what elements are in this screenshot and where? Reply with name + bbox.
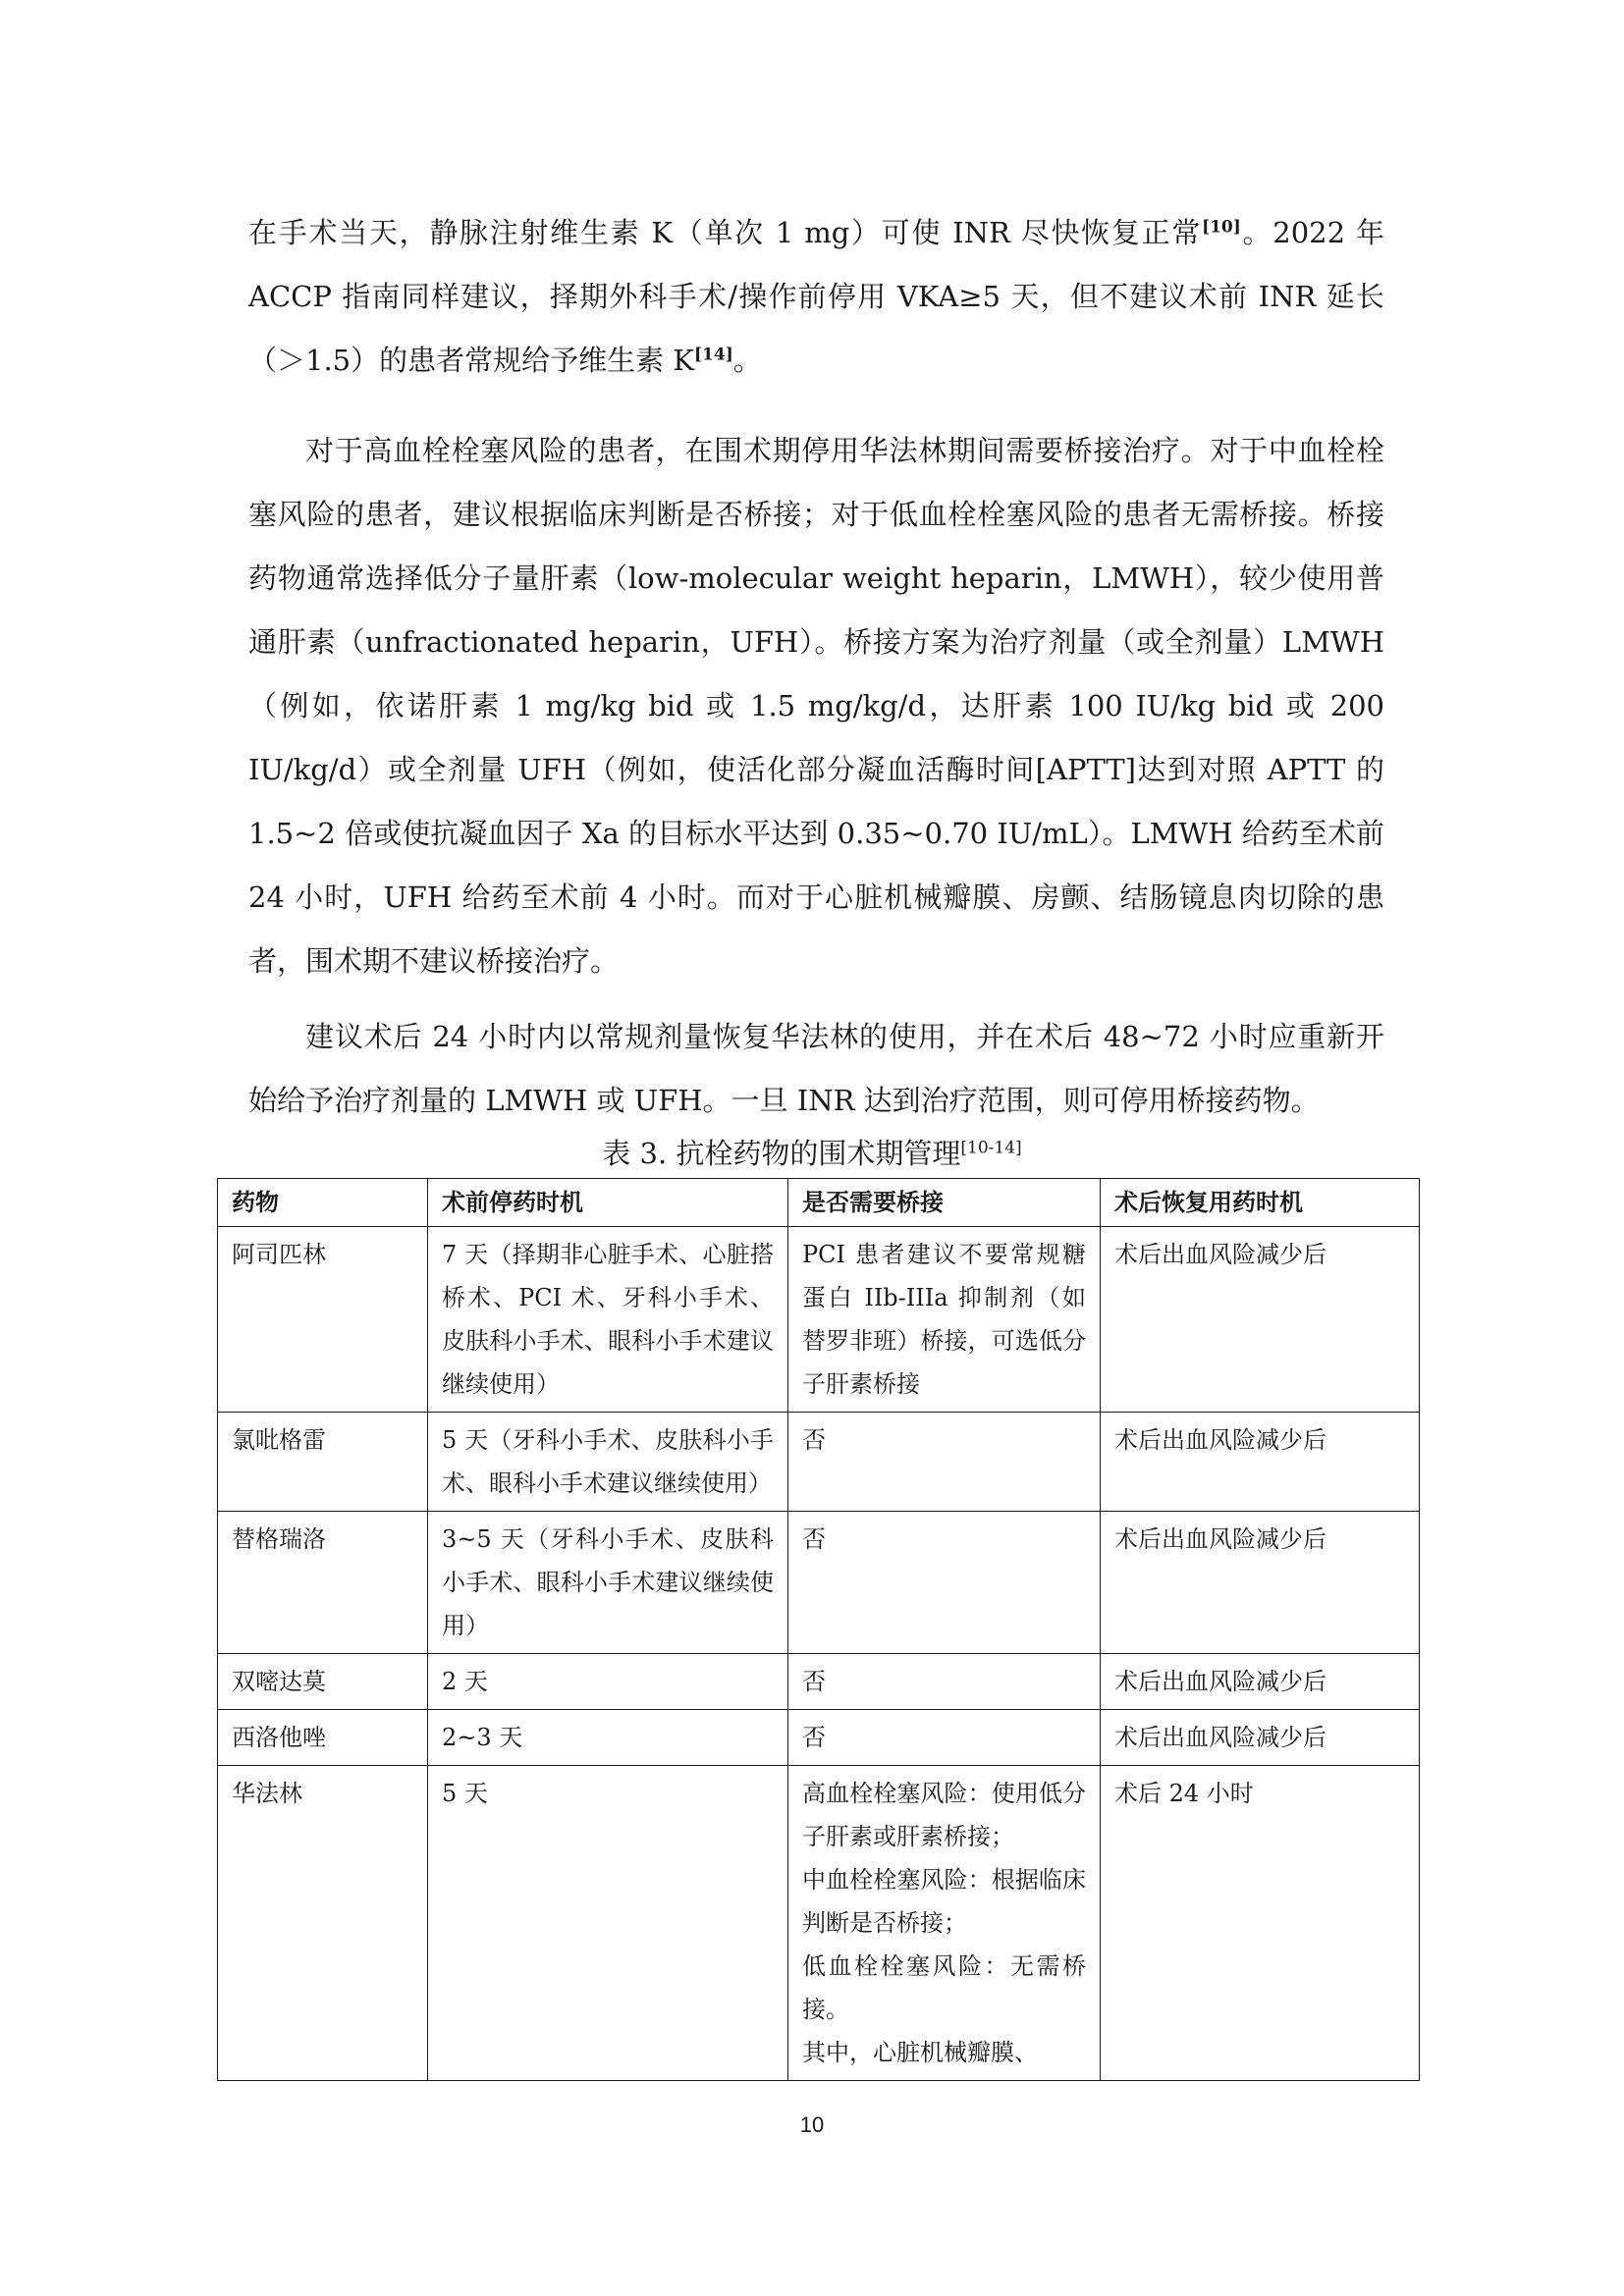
- paragraph-text: 。: [732, 344, 762, 377]
- cell-resume-timing: 术后出血风险减少后: [1101, 1227, 1420, 1413]
- paragraph-bridging-therapy: 对于高血栓栓塞风险的患者，在围术期停用华法林期间需要桥接治疗。对于中血栓栓塞风险的患者，建议根据临床判断是否桥接；对于低血栓栓塞风险的患者无需桥接。桥接药物通常选择低分子量肝素（low-molecular weight heparin，LMWH），较少使用普通肝素（unfractionated heparin，UFH）。桥接方案为治疗剂量（或全剂量）LMWH（例如，依诺肝素 1 mg/kg bid 或 1.5 mg/kg/d，达肝素 100 IU/kg bid 或 200 IU/kg/d）或全剂量 UFH（例如，使活化部分凝血活酶时间[APTT]达到对照 APTT 的 1.5~2 倍或使抗凝血因子 Xa 的目标水平达到 0.35~0.70 IU/mL）。LMWH 给药至术前 24 小时，UFH 给药至术前 4 小时。而对于心脏机械瓣膜、房颤、结肠镜息肉切除的患者，围术期不建议桥接治疗。: [248, 434, 1384, 978]
- cell-stop-timing: 5 天（牙科小手术、皮肤科小手术、眼科小手术建议继续使用）: [428, 1413, 788, 1512]
- perioperative-antithrombotic-table: [217, 1178, 1420, 2081]
- table-row: [218, 1654, 1420, 1710]
- cell-bridging: 否: [788, 1413, 1101, 1512]
- header-bridging: 是否需要桥接: [788, 1179, 1101, 1227]
- paragraph-text: 在手术当天，静脉注射维生素 K（单次 1 mg）可使 INR 尽快恢复正常: [248, 216, 1203, 249]
- cell-stop-timing: 2~3 天: [428, 1710, 788, 1766]
- table-row: [218, 1227, 1420, 1413]
- header-stop-timing: 术前停药时机: [428, 1179, 788, 1227]
- cell-resume-timing: 术后出血风险减少后: [1101, 1413, 1420, 1512]
- bridging-line-high-risk: 高血栓栓塞风险：使用低分子肝素或肝素桥接；: [802, 1780, 1086, 1850]
- citation-ref[interactable]: [14]: [694, 345, 733, 365]
- cell-drug: 阿司匹林: [218, 1227, 428, 1413]
- cell-drug: 氯吡格雷: [218, 1413, 428, 1512]
- table-row: [218, 1512, 1420, 1654]
- citation-ref[interactable]: [10]: [1202, 217, 1241, 238]
- cell-resume-timing: 术后 24 小时: [1101, 1766, 1420, 2081]
- cell-drug: 西洛他唑: [218, 1710, 428, 1766]
- cell-bridging: 否: [788, 1654, 1101, 1710]
- cell-bridging: [788, 1766, 1101, 2081]
- table-row: [218, 1710, 1420, 1766]
- header-resume-timing: 术后恢复用药时机: [1101, 1179, 1420, 1227]
- cell-stop-timing: 7 天（择期非心脏手术、心脏搭桥术、PCI 术、牙科小手术、皮肤科小手术、眼科小手术建议继续使用）: [428, 1227, 788, 1413]
- cell-drug: 替格瑞洛: [218, 1512, 428, 1654]
- cell-resume-timing: 术后出血风险减少后: [1101, 1654, 1420, 1710]
- paragraph-resume-warfarin: 建议术后 24 小时内以常规剂量恢复华法林的使用，并在术后 48~72 小时应重新开始给予治疗剂量的 LMWH 或 UFH。一旦 INR 达到治疗范围，则可停用桥接药物。: [248, 1020, 1384, 1117]
- table-row: [218, 1413, 1420, 1512]
- paragraph-vitamin-k: [248, 201, 1384, 393]
- bridging-line-medium-risk: 中血栓栓塞风险：根据临床判断是否桥接；: [802, 1866, 1086, 1937]
- cell-stop-timing: 3~5 天（牙科小手术、皮肤科小手术、眼科小手术建议继续使用）: [428, 1512, 788, 1654]
- cell-resume-timing: 术后出血风险减少后: [1101, 1512, 1420, 1654]
- table-caption-ref[interactable]: [10-14]: [960, 1138, 1022, 1158]
- bridging-line-continued: 其中，心脏机械瓣膜、: [802, 2039, 1038, 2066]
- cell-resume-timing: 术后出血风险减少后: [1101, 1710, 1420, 1766]
- cell-stop-timing: 5 天: [428, 1766, 788, 2081]
- table-caption: [0, 1134, 1624, 1173]
- cell-drug: 双嘧达莫: [218, 1654, 428, 1710]
- table-row: [218, 1766, 1420, 2081]
- cell-bridging: 否: [788, 1710, 1101, 1766]
- table-caption-text: 表 3. 抗栓药物的围术期管理: [602, 1137, 961, 1170]
- cell-stop-timing: 2 天: [428, 1654, 788, 1710]
- paragraph-text: 。2022 年 ACCP 指南同样建议，择期外科手术/操作前停用 VKA≥5 天，但不建议术前 INR 延长（＞1.5）的患者常规给予维生素 K: [248, 216, 1385, 377]
- table-header-row: [218, 1179, 1420, 1227]
- page-number: 10: [799, 2112, 825, 2137]
- cell-bridging: PCI 患者建议不要常规糖蛋白 IIb-IIIa 抑制剂（如替罗非班）桥接，可选低分子肝素桥接: [788, 1227, 1101, 1413]
- cell-bridging: 否: [788, 1512, 1101, 1654]
- cell-drug: 华法林: [218, 1766, 428, 2081]
- bridging-line-low-risk: 低血栓栓塞风险：无需桥接。: [802, 1952, 1086, 2023]
- header-drug: 药物: [218, 1179, 428, 1227]
